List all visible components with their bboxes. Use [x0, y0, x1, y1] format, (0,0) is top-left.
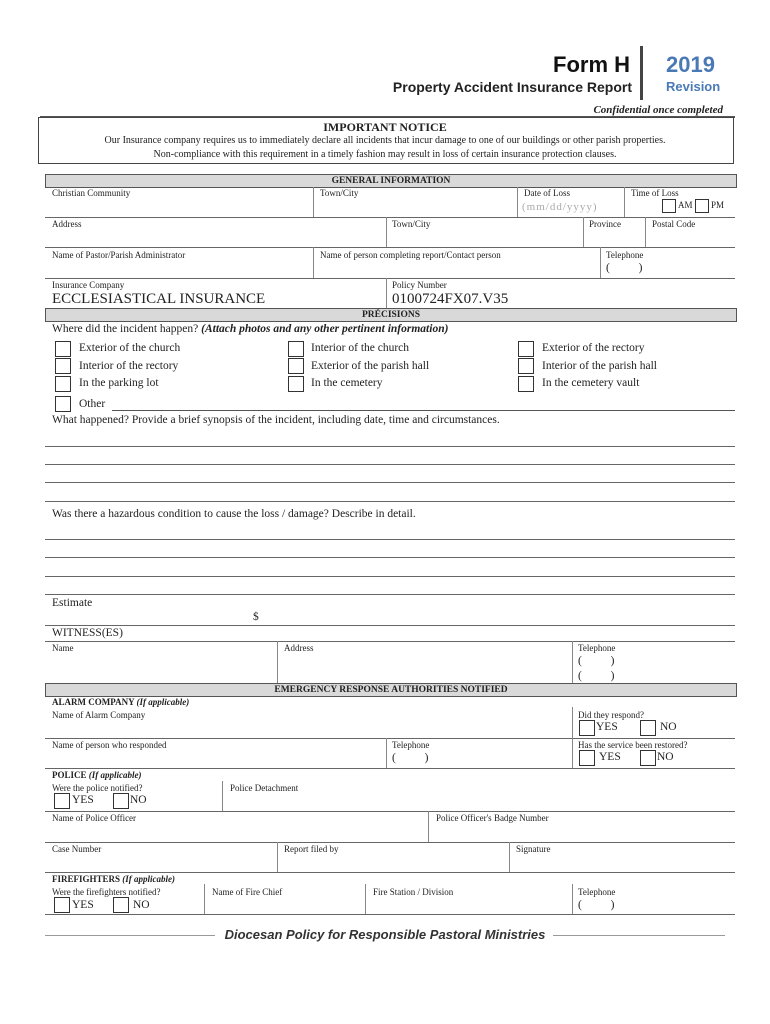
- hazardous-line-2[interactable]: [45, 557, 735, 558]
- police-title-text: POLICE: [52, 770, 87, 780]
- int-church-checkbox[interactable]: [288, 341, 304, 357]
- police-no-checkbox[interactable]: [113, 793, 129, 809]
- what-happened-line-2[interactable]: [45, 464, 735, 465]
- hazardous-line-4[interactable]: [45, 594, 735, 595]
- witness-phone-2[interactable]: ( ): [578, 670, 615, 682]
- notice-line-1: Our Insurance company requires us to immediately declare all incidents that incur damage to one of our buildings or other parish properties.: [104, 135, 666, 146]
- hazardous-line-1[interactable]: [45, 539, 735, 540]
- witness-phone-1[interactable]: ( ): [578, 655, 615, 667]
- police-notified-label: Were the police notified?: [52, 783, 143, 793]
- what-happened-line-1[interactable]: [45, 446, 735, 447]
- ext-church-label: Exterior of the church: [79, 342, 181, 354]
- form-year: 2019: [666, 52, 715, 77]
- ext-hall-checkbox[interactable]: [288, 358, 304, 374]
- where-question-note: (Attach photos and any other pertinent information): [201, 323, 449, 335]
- alarm-title-note: (If applicable): [136, 697, 190, 707]
- pm-label: PM: [711, 200, 725, 210]
- am-checkbox[interactable]: [662, 199, 676, 213]
- restored-no-label: NO: [657, 751, 674, 763]
- telephone-label: Telephone: [606, 250, 644, 260]
- what-happened-line-3[interactable]: [45, 482, 735, 483]
- fire-yes-checkbox[interactable]: [54, 897, 70, 913]
- pastor-label: Name of Pastor/Parish Administrator: [52, 250, 186, 260]
- address-label: Address: [52, 219, 82, 229]
- notice-title: IMPORTANT NOTICE: [323, 120, 447, 134]
- cemetery-checkbox[interactable]: [288, 376, 304, 392]
- int-hall-checkbox[interactable]: [518, 358, 534, 374]
- alarm-telephone-label: Telephone: [392, 740, 430, 750]
- general-info-band: GENERAL INFORMATION: [45, 174, 737, 188]
- witness-name-label: Name: [52, 643, 74, 653]
- int-rectory-label: Interior of the rectory: [79, 360, 179, 372]
- restored-no-checkbox[interactable]: [640, 750, 656, 766]
- postal-code-label: Postal Code: [652, 219, 696, 229]
- witness-telephone-label: Telephone: [578, 643, 616, 653]
- emergency-band: EMERGENCY RESPONSE AUTHORITIES NOTIFIED: [45, 683, 737, 697]
- date-of-loss-input[interactable]: (mm/dd/yyyy): [522, 201, 598, 213]
- other-checkbox[interactable]: [55, 396, 71, 412]
- time-of-loss-label: Time of Loss: [631, 188, 679, 198]
- parking-label: In the parking lot: [79, 377, 159, 389]
- where-question: [52, 323, 448, 335]
- badge-number-label: Police Officer's Badge Number: [436, 813, 549, 823]
- police-yes-checkbox[interactable]: [54, 793, 70, 809]
- date-of-loss-label: Date of Loss: [524, 188, 570, 198]
- confidential-note: Confidential once completed: [593, 104, 723, 116]
- ext-rectory-label: Exterior of the rectory: [542, 342, 645, 354]
- restored-yes-checkbox[interactable]: [579, 750, 595, 766]
- fire-notified-label: Were the firefighters notified?: [52, 887, 161, 897]
- footer-text: Diocesan Policy for Responsible Pastoral Ministries: [224, 927, 546, 942]
- revision-label: Revision: [666, 79, 721, 94]
- notice-line-2: Non-compliance with this requirement in a timely fashion may result in loss of certain insurance protection clauses.: [153, 149, 617, 160]
- restored-yes-label: YES: [599, 751, 621, 763]
- fire-chief-label: Name of Fire Chief: [212, 887, 283, 897]
- police-detachment-label: Police Detachment: [230, 783, 299, 793]
- fire-title: [52, 874, 175, 884]
- form-title: Property Accident Insurance Report: [392, 79, 632, 95]
- did-respond-label: Did they respond?: [578, 710, 644, 720]
- cemetery-label: In the cemetery: [311, 377, 383, 389]
- estimate-dollar: $: [253, 611, 259, 623]
- footer-rule-right: [553, 935, 725, 936]
- town-city-label: Town/City: [320, 188, 359, 198]
- policy-number-label: Policy Number: [392, 280, 447, 290]
- other-label: Other: [79, 398, 106, 410]
- estimate-label: Estimate: [52, 597, 93, 609]
- fire-no-checkbox[interactable]: [113, 897, 129, 913]
- police-yes-label: YES: [72, 794, 94, 806]
- int-hall-label: Interior of the parish hall: [542, 360, 657, 372]
- what-happened-line-4[interactable]: [45, 501, 735, 502]
- telephone-input[interactable]: ( ): [606, 262, 643, 274]
- insurance-company-value[interactable]: ECCLESIASTICAL INSURANCE: [52, 291, 266, 307]
- alarm-name-label: Name of Alarm Company: [52, 710, 146, 720]
- town-city-2-label: Town/City: [392, 219, 431, 229]
- report-filed-label: Report filed by: [284, 844, 339, 854]
- am-label: AM: [678, 200, 693, 210]
- christian-community-label: Christian Community: [52, 188, 131, 198]
- fire-no-label: NO: [133, 899, 150, 911]
- ext-church-checkbox[interactable]: [55, 341, 71, 357]
- police-officer-label: Name of Police Officer: [52, 813, 137, 823]
- estimate-line[interactable]: [45, 625, 735, 626]
- respond-yes-label: YES: [596, 721, 618, 733]
- vault-label: In the cemetery vault: [542, 377, 640, 389]
- police-title-note: (If applicable): [88, 770, 142, 780]
- contact-person-label: Name of person completing report/Contact person: [320, 250, 501, 260]
- form-id: Form H: [553, 52, 630, 77]
- vault-checkbox[interactable]: [518, 376, 534, 392]
- ext-hall-label: Exterior of the parish hall: [311, 360, 430, 372]
- case-number-label: Case Number: [52, 844, 102, 854]
- respond-no-label: NO: [660, 721, 677, 733]
- respond-yes-checkbox[interactable]: [579, 720, 595, 736]
- where-question-text: Where did the incident happen?: [52, 323, 199, 335]
- what-happened-label: What happened? Provide a brief synopsis of the incident, including date, time and circumstances.: [52, 414, 500, 426]
- witness-address-label: Address: [284, 643, 314, 653]
- hazardous-label: Was there a hazardous condition to cause the loss / damage? Describe in detail.: [52, 508, 416, 520]
- signature-label: Signature: [516, 844, 551, 854]
- police-title: [52, 770, 142, 780]
- parking-checkbox[interactable]: [55, 376, 71, 392]
- police-no-label: NO: [130, 794, 147, 806]
- policy-number-value[interactable]: 0100724FX07.V35: [392, 291, 509, 307]
- insurance-company-label: Insurance Company: [52, 280, 125, 290]
- fire-title-text: FIREFIGHTERS: [52, 874, 121, 884]
- alarm-telephone-input[interactable]: ( ): [392, 752, 429, 764]
- person-responded-label: Name of person who responded: [52, 740, 167, 750]
- ext-rectory-checkbox[interactable]: [518, 341, 534, 357]
- respond-no-checkbox[interactable]: [640, 720, 656, 736]
- int-rectory-checkbox[interactable]: [55, 358, 71, 374]
- hazardous-line-3[interactable]: [45, 576, 735, 577]
- witness-title: WITNESS(ES): [52, 627, 123, 639]
- fire-yes-label: YES: [72, 899, 94, 911]
- restored-label: Has the service been restored?: [578, 740, 688, 750]
- int-church-label: Interior of the church: [311, 342, 410, 354]
- fire-telephone-input[interactable]: ( ): [578, 899, 615, 911]
- precisions-band: PRÉCISIONS: [45, 308, 737, 322]
- fire-title-note: (If applicable): [122, 874, 175, 884]
- fire-station-label: Fire Station / Division: [373, 887, 454, 897]
- pm-checkbox[interactable]: [695, 199, 709, 213]
- province-label: Province: [589, 219, 621, 229]
- header-divider: [640, 46, 643, 100]
- alarm-title-text: ALARM COMPANY: [52, 697, 135, 707]
- alarm-title: [52, 697, 189, 707]
- fire-telephone-label: Telephone: [578, 887, 616, 897]
